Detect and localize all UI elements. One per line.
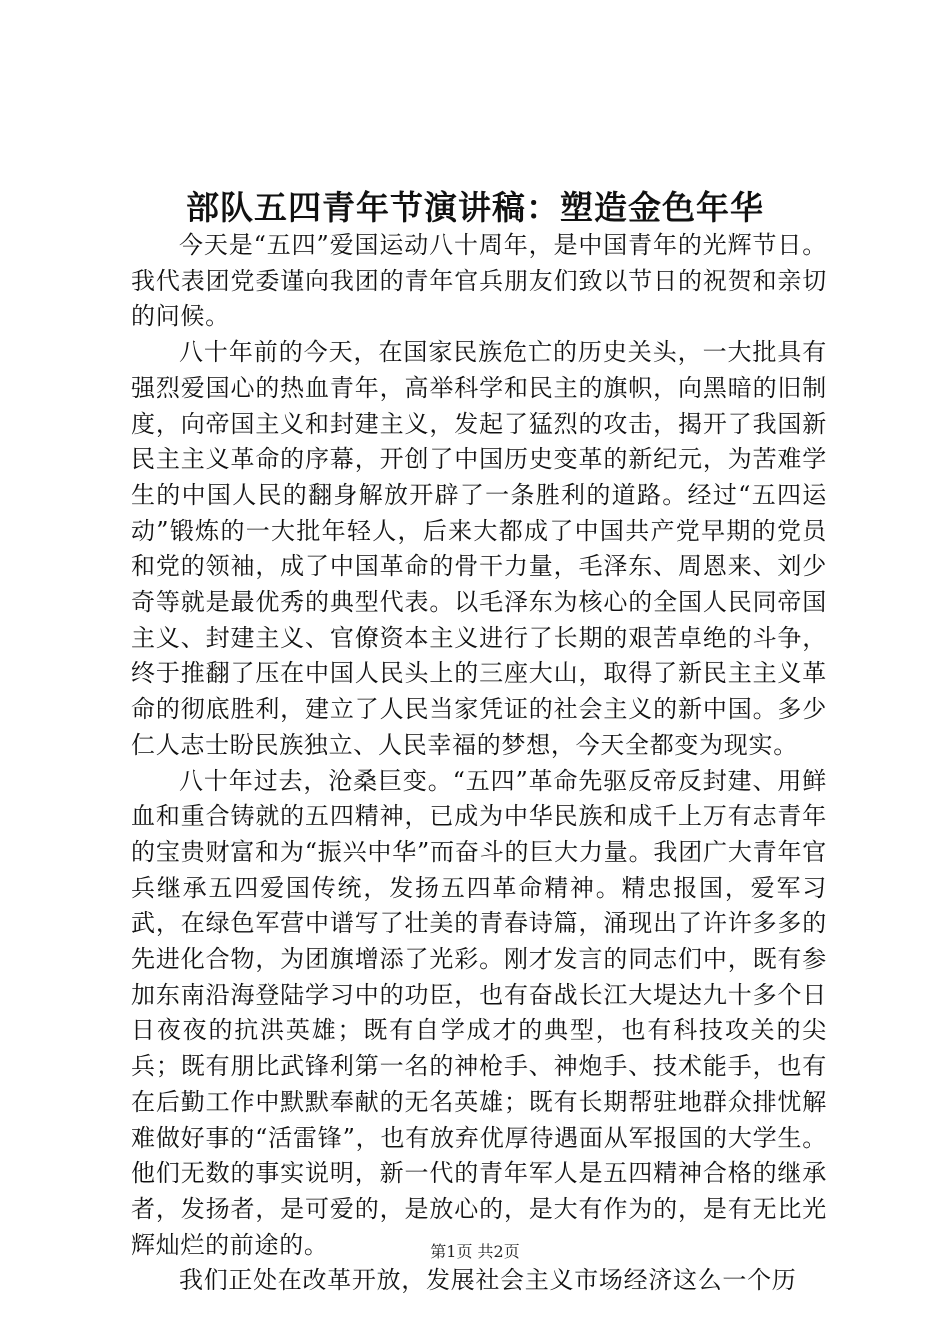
document-title: 部队五四青年节演讲稿：塑造金色年华 (186, 188, 764, 227)
document-body (131, 228, 827, 1299)
paragraph: 我们正处在改革开放，发展社会主义市场经济这么一个历 (179, 1266, 797, 1295)
paragraph: 八十年过去，沧桑巨变。“五四”革命先驱反帝反封建、用鲜血和重合铸就的五四精神，已成为中华民族和成千上万有志青年的宝贵财富和为“振兴中华”而奋斗的巨大力量。我团广大青年官兵继承五四爱国传统，发扬五四革命精神。精忠报国，爱军习武，在绿色军营中谱写了壮美的青春诗篇，涌现出了许许多多的先进化合物，为团旗增添了光彩。刚才发言的同志们中，既有参加东南沿海登陆学习中的功臣，也有奋战长江大堤达九十多个日日夜夜的抗洪英雄；既有自学成才的典型，也有科技攻关的尖兵；既有朋比武锋利第一名的神枪手、神炮手、技术能手，也有在后勤工作中默默奉献的无名英雄；既有长期帮驻地群众排忧解难做好事的“活雷锋”，也有放弃优厚待遇面从军报国的大学生。他们无数的事实说明，新一代的青年军人是五四精神合格的继承者，发扬者，是可爱的，是放心的，是大有作为的，是有无比光辉灿烂的前途的。 (131, 766, 827, 1259)
paragraph: 八十年前的今天，在国家民族危亡的历史关头，一大批具有强烈爱国心的热血青年，高举科学和民主的旗帜，向黑暗的旧制度，向帝国主义和封建主义，发起了猛烈的攻击，揭开了我国新民主主义革命的序幕，开创了中国历史变革的新纪元，为苦难学生的中国人民的翻身解放开辟了一条胜利的道路。经过“五四运动”锻炼的一大批年轻人，后来大都成了中国共产党早期的党员和党的领袖，成了中国革命的骨干力量，毛泽东、周恩来、刘少奇等就是最优秀的典型代表。以毛泽东为核心的全国人民同帝国主义、封建主义、官僚资本主义进行了长期的艰苦卓绝的斗争，终于推翻了压在中国人民头上的三座大山，取得了新民主主义革命的彻底胜利，建立了人民当家凭证的社会主义的新中国。多少仁人志士盼民族独立、人民幸福的梦想，今天全都变为现实。 (131, 338, 827, 759)
page-footer: 第1页 共2页 (430, 1242, 520, 1261)
paragraph: 今天是“五四”爱国运动八十周年，是中国青年的光辉节日。我代表团党委谨向我团的青年官兵朋友们致以节日的祝贺和亲切的问候。 (131, 231, 827, 331)
